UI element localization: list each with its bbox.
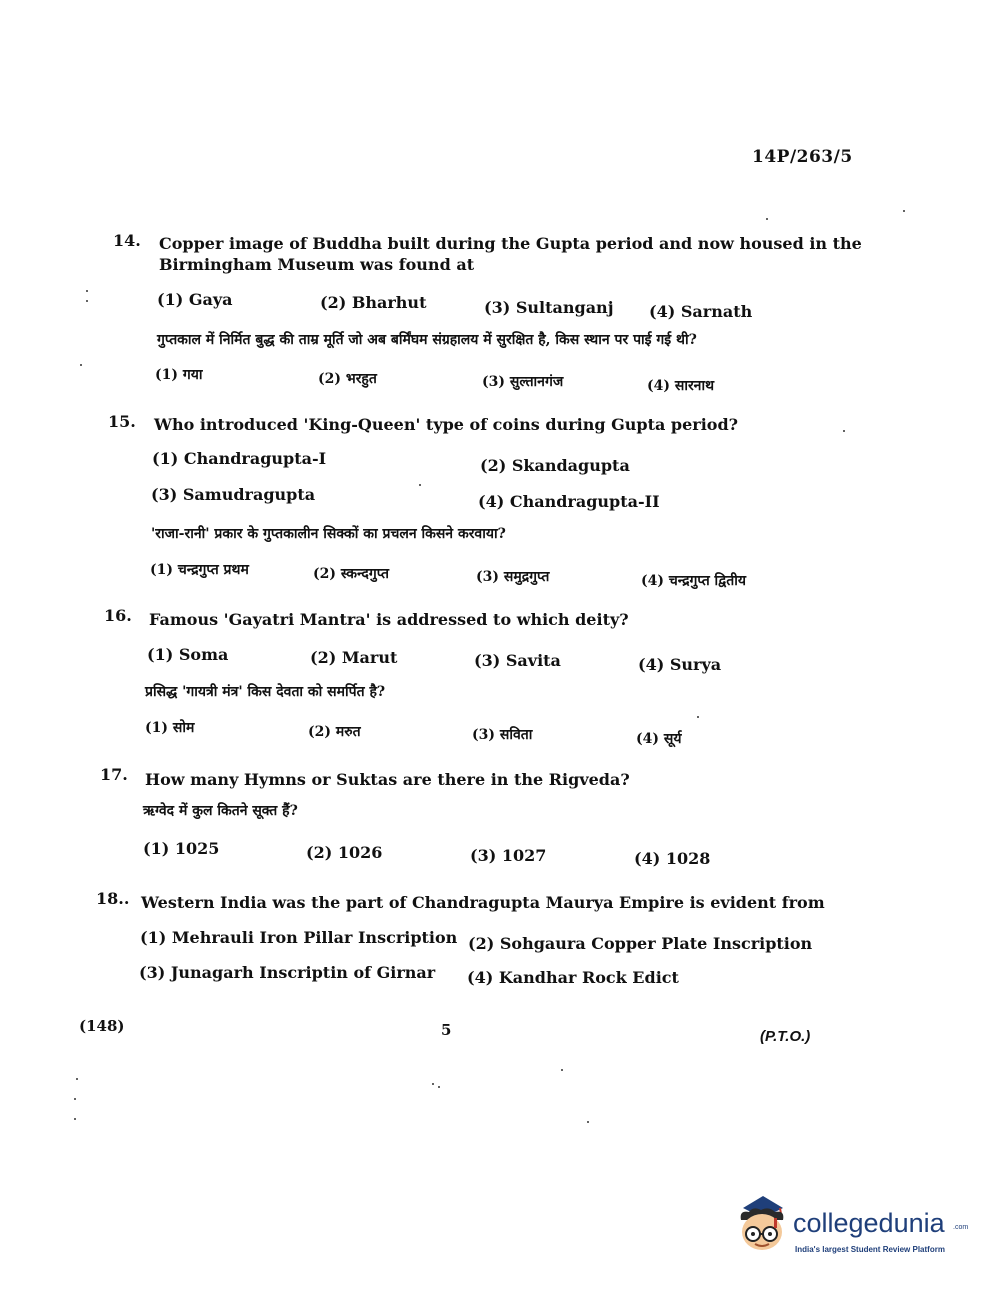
option-2: (2) Bharhut <box>320 293 427 312</box>
pto-note: (P.T.O.) <box>760 1028 811 1045</box>
question-text: Copper image of Buddha built during the Gupta period and now housed in the <box>159 234 862 253</box>
option-4: (4) Surya <box>638 655 722 674</box>
hindi-option-2: (2) स्कन्दगुप्त <box>313 566 389 582</box>
hindi-option-4: (4) सारनाथ <box>647 378 715 394</box>
question-text: Western India was the part of Chandragupta Maurya Empire is evident from <box>141 893 825 912</box>
hindi-option-4: (4) सूर्य <box>636 731 682 747</box>
paper-code: 14P/263/5 <box>752 147 853 167</box>
option-3: (3) Savita <box>474 651 561 670</box>
hindi-question-text: ऋग्वेद में कुल कितने सूक्त हैं? <box>143 803 298 819</box>
hindi-question-text: प्रसिद्ध 'गायत्री मंत्र' किस देवता को समर्पित है? <box>145 684 386 700</box>
question-number: 18.. <box>96 889 130 908</box>
option-4: (4) 1028 <box>634 849 711 868</box>
option-4: (4) Sarnath <box>649 302 753 321</box>
question-text: Famous 'Gayatri Mantra' is addressed to which deity? <box>149 610 629 629</box>
hindi-question-text: 'राजा-रानी' प्रकार के गुप्तकालीन सिक्कों का प्रचलन किसने करवाया? <box>151 526 506 542</box>
mascot-icon <box>733 1194 791 1256</box>
hindi-option-3: (3) सुल्तानगंज <box>482 374 564 390</box>
brand-tagline: India's largest Student Review Platform <box>795 1245 945 1254</box>
hindi-question-text: गुप्तकाल में निर्मित बुद्ध की ताम्र मूर्ति जो अब बर्मिंघम संग्रहालय में सुरक्षित है, किस स्थान पर पाई गई थी? <box>157 332 697 348</box>
brand-name: collegedunia <box>793 1208 945 1238</box>
option-3: (3) Sultanganj <box>484 298 614 317</box>
question-number: 16. <box>104 606 132 625</box>
option-1: (1) Gaya <box>157 290 233 309</box>
hindi-option-1: (1) गया <box>155 367 203 383</box>
option-1: (1) Mehrauli Iron Pillar Inscription <box>140 928 458 947</box>
hindi-option-2: (2) मरुत <box>308 724 361 740</box>
option-4: (4) Kandhar Rock Edict <box>467 968 679 987</box>
hindi-option-3: (3) सविता <box>472 727 533 743</box>
option-3: (3) Junagarh Inscriptin of Girnar <box>139 963 436 982</box>
question-number: 17. <box>100 765 128 784</box>
option-3: (3) Samudragupta <box>151 485 316 504</box>
option-1: (1) 1025 <box>143 839 220 858</box>
option-1: (1) Soma <box>147 645 229 664</box>
question-number: 15. <box>108 412 136 431</box>
option-4: (4) Chandragupta-II <box>478 492 660 511</box>
question-number: 14. <box>113 231 141 250</box>
set-number: (148) <box>79 1017 125 1035</box>
hindi-option-1: (1) चन्द्रगुप्त प्रथम <box>150 562 249 578</box>
brand-domain: .com <box>953 1224 969 1231</box>
option-3: (3) 1027 <box>470 846 547 865</box>
hindi-option-1: (1) सोम <box>145 720 195 736</box>
option-2: (2) Sohgaura Copper Plate Inscription <box>468 934 813 953</box>
option-1: (1) Chandragupta-I <box>152 449 327 468</box>
hindi-option-4: (4) चन्द्रगुप्त द्वितीय <box>641 573 746 589</box>
question-text: How many Hymns or Suktas are there in the Rigveda? <box>145 770 630 789</box>
question-text: Who introduced 'King-Queen' type of coins during Gupta period? <box>154 415 739 434</box>
hindi-option-3: (3) समुद्रगुप्त <box>476 569 550 585</box>
option-2: (2) Marut <box>310 648 398 667</box>
page-number: 5 <box>441 1021 452 1039</box>
hindi-option-2: (2) भरहुत <box>318 371 377 387</box>
option-2: (2) Skandagupta <box>480 456 630 475</box>
question-text-line2: Birmingham Museum was found at <box>159 255 475 274</box>
option-2: (2) 1026 <box>306 843 383 862</box>
